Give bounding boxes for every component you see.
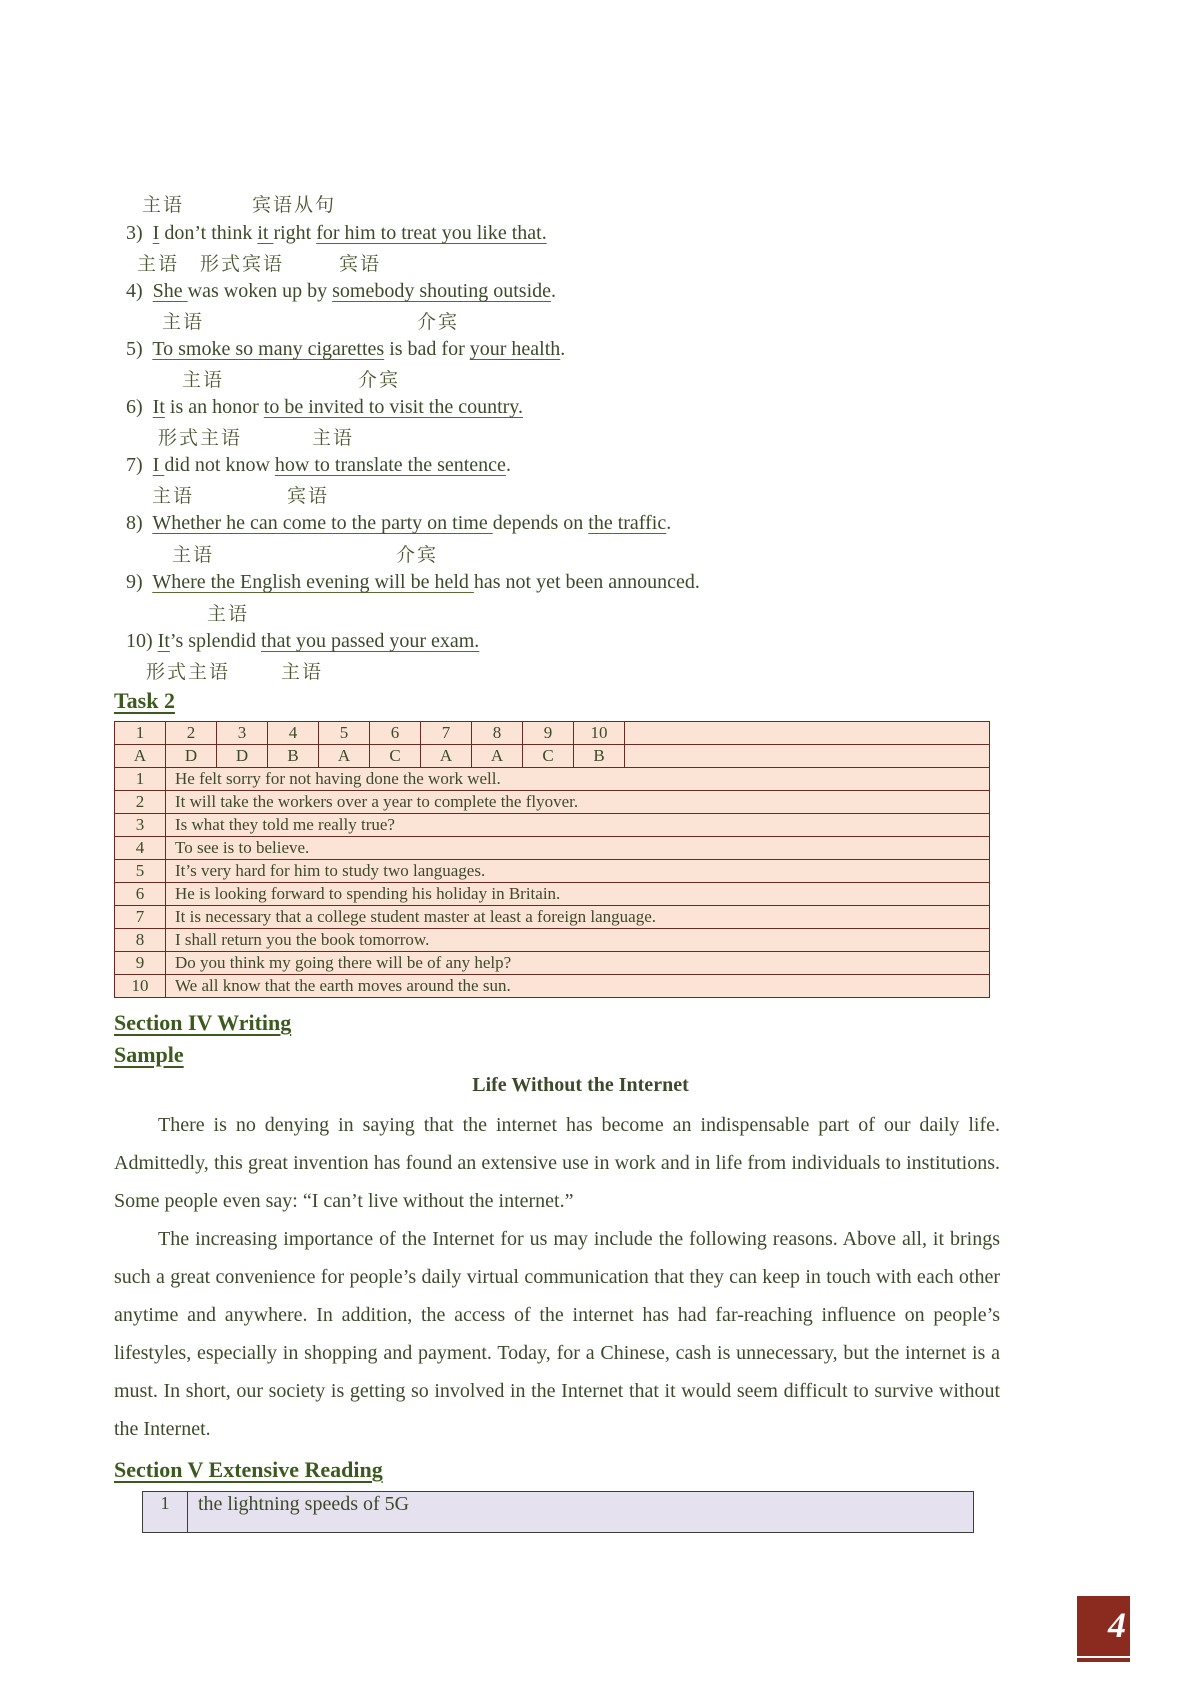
table-cell: A: [115, 745, 166, 768]
row-sentence: To see is to believe.: [166, 837, 990, 860]
label-object-clause: 宾语从句: [252, 194, 337, 216]
label: 主语: [182, 369, 225, 391]
row-sentence: It will take the workers over a year to complete the flyover.: [166, 791, 990, 814]
table-row: [115, 814, 990, 837]
underlined-phrase: it: [257, 222, 274, 244]
row-sentence: He felt sorry for not having done the work well.: [166, 768, 990, 791]
underlined-phrase: that you passed your exam.: [261, 630, 480, 652]
row-sentence: He is looking forward to spending his holiday in Britain.: [166, 883, 990, 906]
label: 主语: [172, 544, 215, 566]
table-row: [115, 975, 990, 998]
underlined-phrase: She: [152, 280, 188, 302]
table-cell: 7: [421, 722, 472, 745]
essay-paragraph: There is no denying in saying that the internet has become an indispensable part of our daily life. Admittedly, this great invention has found an extensive use in work and in life from individuals to institutions. Some people even say: “I can’t live without the internet.”: [114, 1114, 1000, 1212]
underlined-phrase: Whether he can come to the party on time: [152, 512, 493, 534]
sentence-7: [126, 454, 511, 477]
table-cell: D: [166, 745, 217, 768]
item-number: 10): [126, 630, 153, 652]
table-cell: A: [421, 745, 472, 768]
row-sentence: We all know that the earth moves around the sun.: [166, 975, 990, 998]
section5-heading: Section V Extensive Reading: [114, 1457, 383, 1482]
item-number: 3): [126, 222, 143, 244]
plain-text: .: [666, 512, 672, 534]
row-sentence: It is necessary that a college student master at least a foreign language.: [166, 906, 990, 929]
row-number: 6: [115, 883, 166, 906]
row-number: 2: [115, 791, 166, 814]
item-number: 7): [126, 454, 143, 476]
plain-text: is bad for: [384, 338, 470, 360]
underlined-phrase: Where the English evening will be held: [152, 571, 474, 593]
extensive-reading-table: [142, 1491, 974, 1533]
table-cell: [625, 745, 990, 768]
row-sentence: Do you think my going there will be of any help?: [166, 952, 990, 975]
label: 宾语: [287, 485, 330, 507]
task2-table: [114, 721, 990, 998]
label: 宾语: [339, 253, 382, 275]
label: 主语: [312, 427, 355, 449]
label: 形式主语: [158, 427, 243, 449]
table-row: [115, 929, 990, 952]
sentence-9: [126, 571, 700, 594]
underlined-phrase: how to translate the sentence: [274, 454, 506, 476]
plain-text: is an honor: [164, 396, 264, 418]
page-number: 4: [1077, 1596, 1130, 1656]
table-cell: B: [574, 745, 625, 768]
plain-text: ’s splendid: [169, 630, 262, 652]
underlined-phrase: It: [152, 396, 165, 418]
row-sentence: Is what they told me really true?: [166, 814, 990, 837]
row-text: the lightning speeds of 5G: [188, 1492, 974, 1533]
underlined-phrase: To smoke so many cigarettes: [152, 338, 385, 360]
table-cell: D: [217, 745, 268, 768]
plain-text: did not know: [164, 454, 275, 476]
underlined-phrase: the traffic: [588, 512, 667, 534]
table-cell: 10: [574, 722, 625, 745]
label: 主语: [162, 311, 205, 333]
table-row: [115, 906, 990, 929]
sentence-10: [126, 630, 479, 653]
table-cell: [625, 722, 990, 745]
plain-text: was woken up by: [187, 280, 333, 302]
item-number: 5): [126, 338, 143, 360]
table-cell: 2: [166, 722, 217, 745]
label: 形式宾语: [200, 253, 285, 275]
table-row: [115, 883, 990, 906]
row-sentence: It’s very hard for him to study two languages.: [166, 860, 990, 883]
plain-text: don’t think: [159, 222, 258, 244]
item-number: 6): [126, 396, 143, 418]
table-cell: C: [370, 745, 421, 768]
item-number: 9): [126, 571, 143, 593]
underlined-phrase: somebody shouting outside: [332, 280, 551, 302]
row-number: 3: [115, 814, 166, 837]
sentence-5: [126, 338, 565, 361]
answer-letters-row: [115, 745, 990, 768]
answer-numbers-row: [115, 722, 990, 745]
essay-body: [114, 1106, 1000, 1448]
underlined-phrase: I: [152, 454, 165, 476]
table-row: [115, 860, 990, 883]
table-cell: 6: [370, 722, 421, 745]
row-number: 4: [115, 837, 166, 860]
label: 介宾: [396, 544, 439, 566]
table-row: [115, 952, 990, 975]
sentence-3: [126, 222, 547, 245]
item-number: 4): [126, 280, 143, 302]
row-number: 5: [115, 860, 166, 883]
table-cell: B: [268, 745, 319, 768]
underlined-phrase: I: [152, 222, 160, 244]
essay-title: Life Without the Internet: [472, 1074, 689, 1096]
table-cell: A: [319, 745, 370, 768]
label: 主语: [137, 253, 180, 275]
underlined-phrase: It: [157, 630, 170, 652]
label-subject: 主语: [142, 194, 185, 216]
table-cell: A: [472, 745, 523, 768]
row-number: 1: [115, 768, 166, 791]
underlined-phrase: for him to treat you like that.: [316, 222, 547, 244]
table-row: [115, 837, 990, 860]
sentence-8: [126, 512, 671, 535]
label: 介宾: [417, 311, 460, 333]
label: 主语: [281, 661, 324, 683]
row-number: 9: [115, 952, 166, 975]
label: 主语: [207, 603, 250, 625]
label: 主语: [152, 485, 195, 507]
table-cell: 3: [217, 722, 268, 745]
plain-text: right: [273, 222, 317, 244]
row-number: 8: [115, 929, 166, 952]
sample-heading: Sample: [114, 1042, 184, 1067]
page-number-underline: [1077, 1658, 1130, 1662]
plain-text: .: [551, 280, 556, 302]
underlined-phrase: to be invited to visit the country.: [263, 396, 523, 418]
table-row: [115, 768, 990, 791]
row-sentence: I shall return you the book tomorrow.: [166, 929, 990, 952]
section4-heading: Section IV Writing: [114, 1010, 292, 1035]
table-cell: 5: [319, 722, 370, 745]
essay-paragraph: The increasing importance of the Internet for us may include the following reasons. Above all, it brings such a great convenience for people’s daily virtual communication that they can keep in touch with each other anytime and anywhere. In addition, the access of the internet has had far-reaching influence on people’s lifestyles, especially in shopping and payment. Today, for a Chinese, cash is unnecessary, but the internet is a must. In short, our society is getting so involved in the Internet that it would seem difficult to survive without the Internet.: [114, 1228, 1000, 1440]
sentence-6: [126, 396, 523, 419]
sentence-4: [126, 280, 556, 303]
table-cell: C: [523, 745, 574, 768]
table-cell: 8: [472, 722, 523, 745]
row-number: 1: [143, 1492, 188, 1533]
plain-text: .: [560, 338, 566, 360]
label: 形式主语: [146, 661, 231, 683]
table-row: [115, 791, 990, 814]
plain-text: has not yet been announced.: [473, 571, 700, 593]
row-number: 10: [115, 975, 166, 998]
label: 介宾: [358, 369, 401, 391]
item-number: 8): [126, 512, 143, 534]
plain-text: depends on: [492, 512, 589, 534]
table-row: [143, 1492, 974, 1533]
row-number: 7: [115, 906, 166, 929]
task2-heading: Task 2: [114, 688, 175, 713]
table-cell: 1: [115, 722, 166, 745]
plain-text: .: [505, 454, 511, 476]
table-cell: 9: [523, 722, 574, 745]
table-cell: 4: [268, 722, 319, 745]
underlined-phrase: your health: [469, 338, 561, 360]
